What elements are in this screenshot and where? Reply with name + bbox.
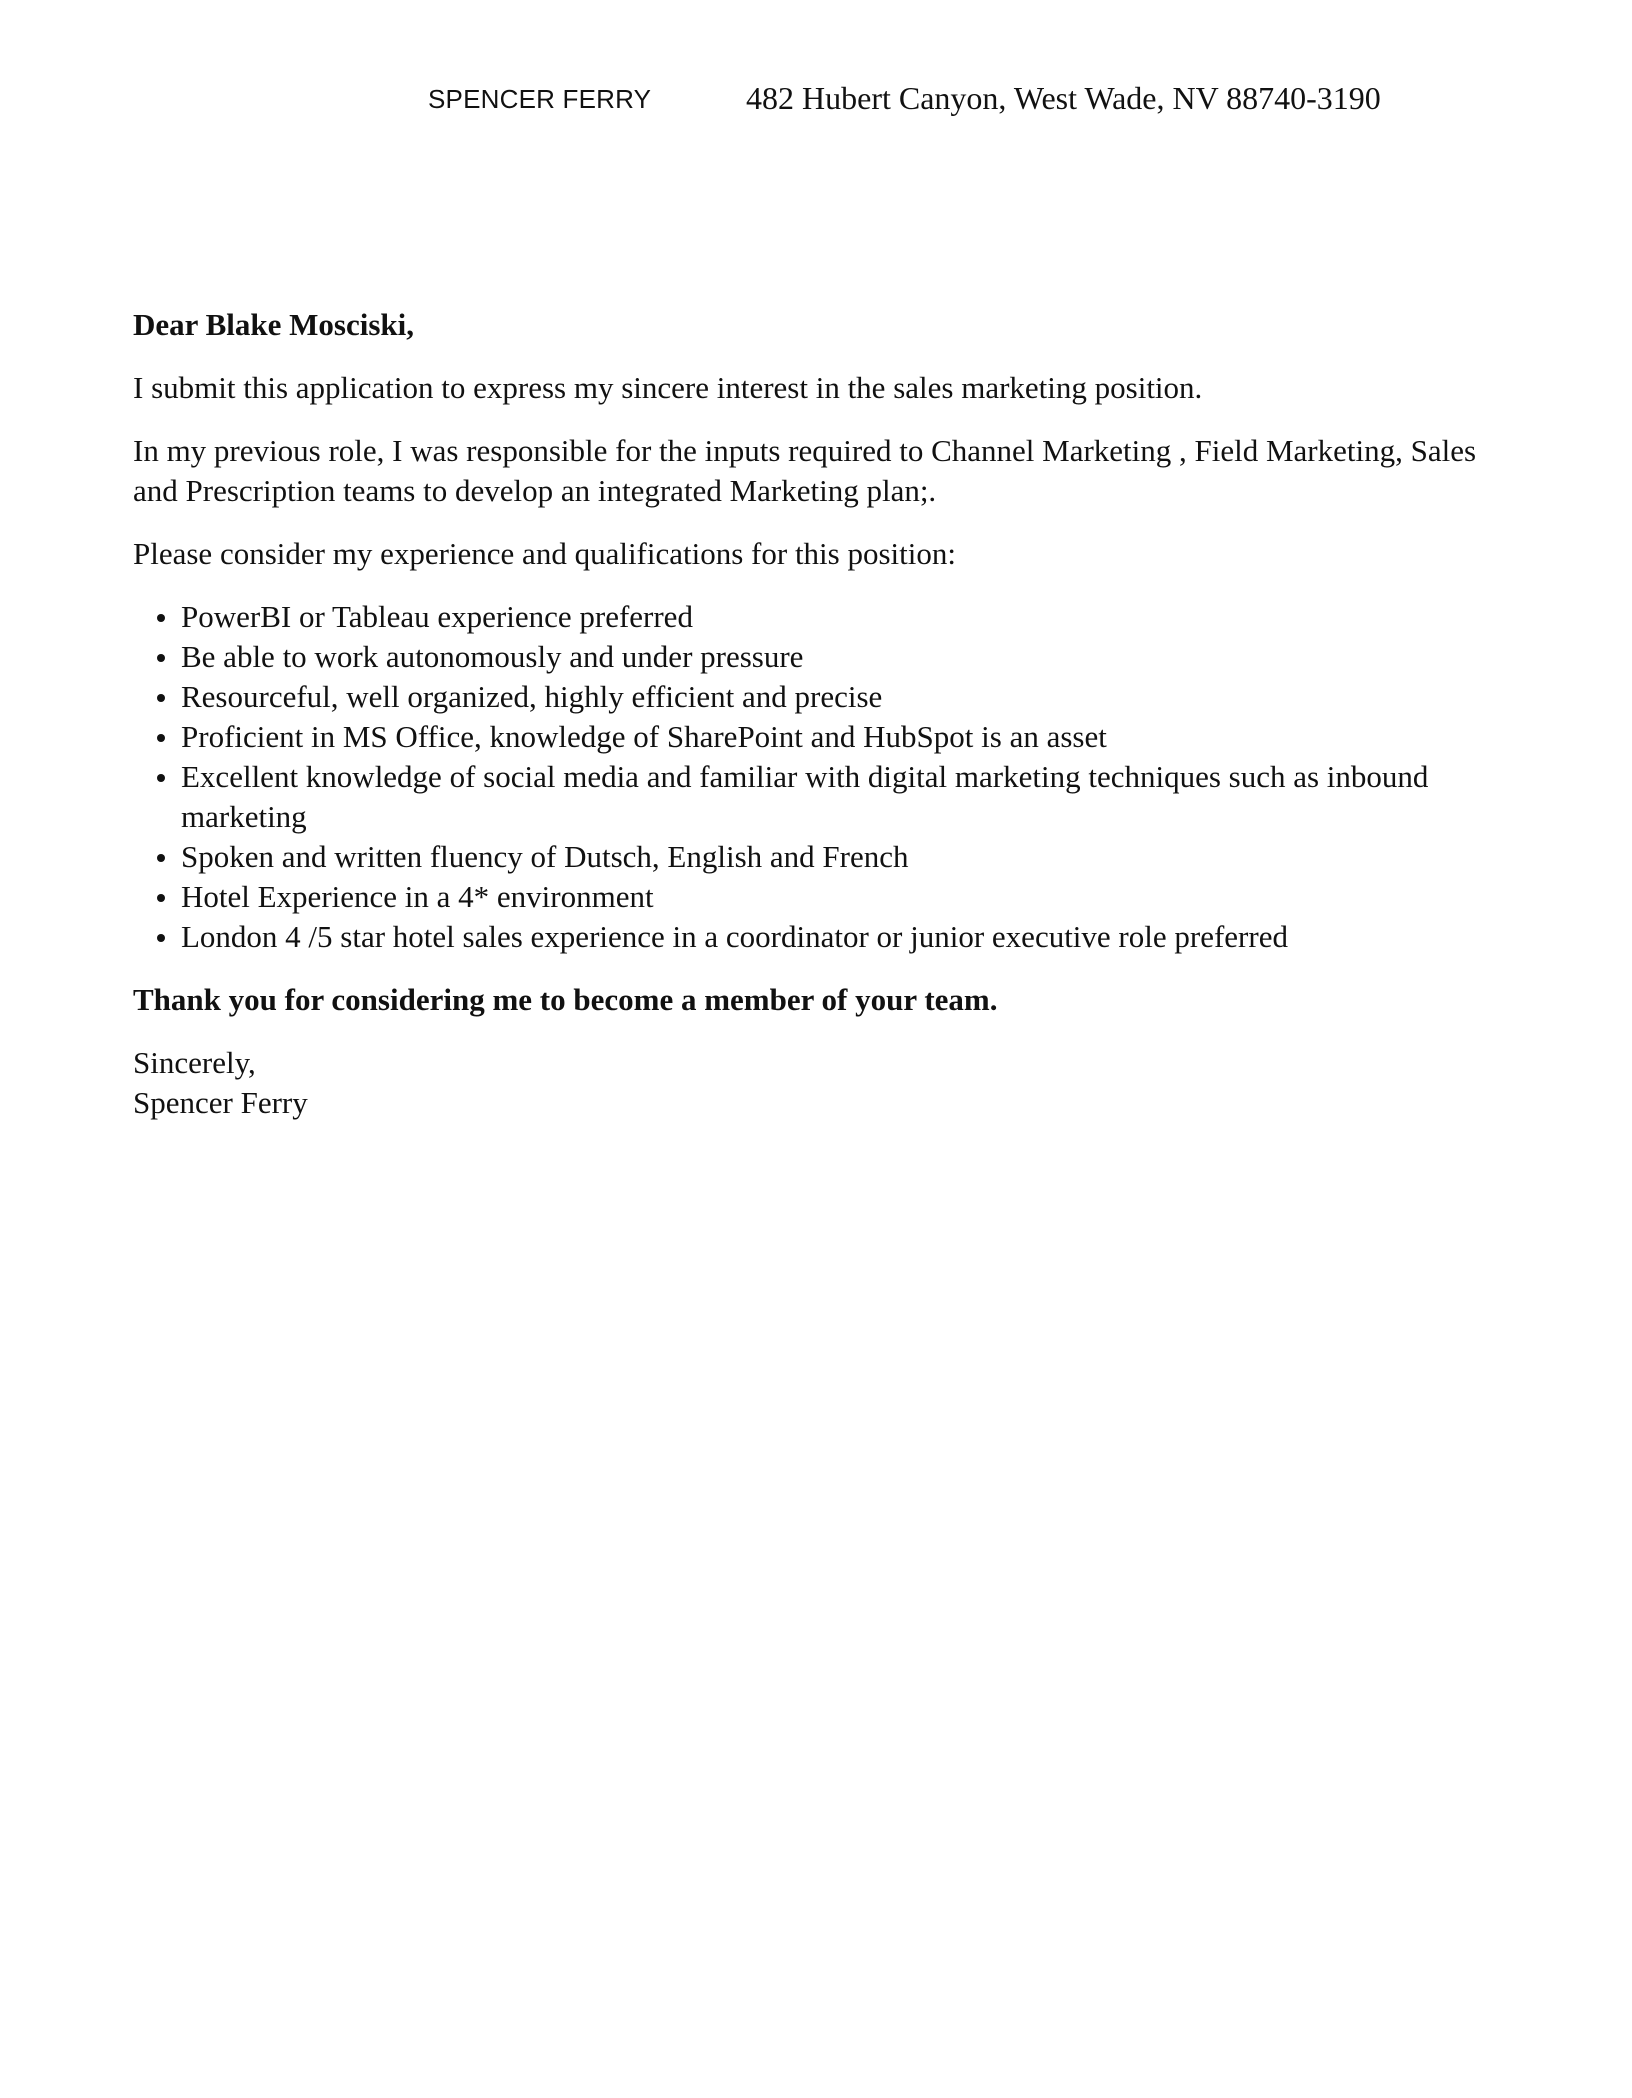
list-item: PowerBI or Tableau experience preferred bbox=[181, 597, 1493, 637]
letter-body bbox=[133, 305, 1493, 1123]
list-item: Resourceful, well organized, highly efficient and precise bbox=[181, 677, 1493, 717]
consider-paragraph: Please consider my experience and qualifications for this position: bbox=[133, 536, 956, 571]
list-item: Proficient in MS Office, knowledge of SharePoint and HubSpot is an asset bbox=[181, 717, 1493, 757]
previous-role-paragraph: In my previous role, I was responsible for the inputs required to Channel Marketing , Field Marketing, Sales and Prescription teams to develop an integrated Marketing plan;. bbox=[133, 433, 1477, 508]
list-item: Be able to work autonomously and under pressure bbox=[181, 637, 1493, 677]
list-item: Excellent knowledge of social media and familiar with digital marketing techniques such as inbound marketing bbox=[181, 757, 1493, 837]
greeting: Dear Blake Mosciski, bbox=[133, 307, 414, 342]
qualifications-list bbox=[133, 597, 1493, 957]
list-item: Spoken and written fluency of Dutsch, English and French bbox=[181, 837, 1493, 877]
signature: Spencer Ferry bbox=[133, 1085, 308, 1120]
signoff: Sincerely, bbox=[133, 1045, 256, 1080]
sender-name: SPENCER FERRY bbox=[428, 84, 652, 114]
intro-paragraph: I submit this application to express my sincere interest in the sales marketing position. bbox=[133, 370, 1203, 405]
list-item: London 4 /5 star hotel sales experience in a coordinator or junior executive role preferred bbox=[181, 917, 1493, 957]
sender-address: 482 Hubert Canyon, West Wade, NV 88740-3190 bbox=[746, 80, 1381, 116]
thank-you-line: Thank you for considering me to become a member of your team. bbox=[133, 982, 998, 1017]
signoff-block bbox=[133, 1043, 1493, 1123]
list-item: Hotel Experience in a 4* environment bbox=[181, 877, 1493, 917]
